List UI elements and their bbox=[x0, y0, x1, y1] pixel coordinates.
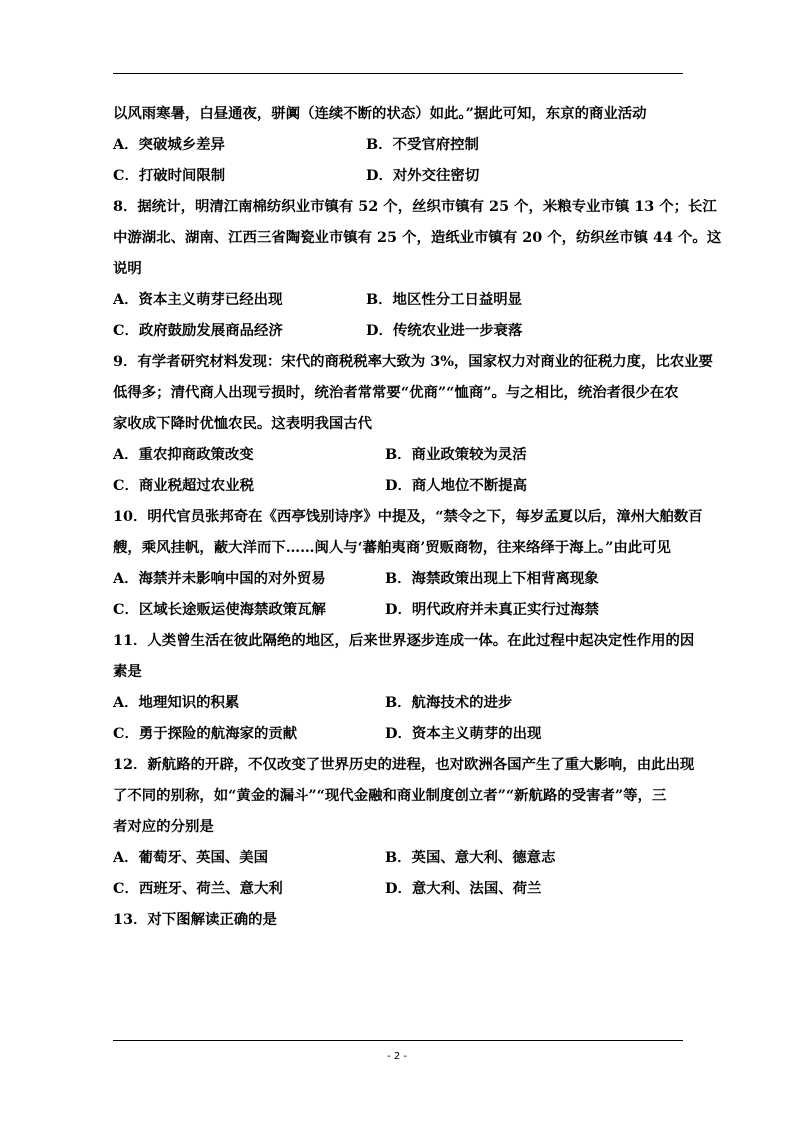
page-content bbox=[113, 98, 722, 935]
question-9-line-1: 9．有学者研究材料发现：宋代的商税税率大致为 3%，国家权力对商业的征税力度，比农业要 bbox=[113, 353, 713, 370]
question-10-option-b: B．海禁政策出现上下相背离现象 bbox=[385, 570, 599, 587]
question-9-options-row-2 bbox=[113, 470, 685, 501]
question-8-option-d: D．传统农业进一步衰落 bbox=[366, 322, 523, 339]
question-11-option-d: D．资本主义萌芽的出现 bbox=[385, 725, 542, 742]
question-8-option-b: B．地区性分工日益明显 bbox=[366, 291, 523, 308]
question-11-option-c: C．勇于探险的航海家的贡献 bbox=[113, 725, 298, 742]
footer-rule bbox=[113, 1040, 683, 1041]
question-12-options-row-2 bbox=[113, 873, 685, 904]
question-12-option-d: D．意大利、法国、荷兰 bbox=[385, 880, 542, 897]
question-7-options-row-2 bbox=[113, 160, 685, 191]
question-10-options-row-1 bbox=[113, 563, 685, 594]
question-9-line-2: 低得多；清代商人出现亏损时，统治者常常要“优商”“恤商”。与之相比，统治者很少在农 bbox=[113, 384, 679, 401]
question-11-line-2: 素是 bbox=[113, 663, 142, 680]
question-11-option-a: A．地理知识的积累 bbox=[113, 694, 240, 711]
question-8-options-row-2 bbox=[113, 315, 685, 346]
question-11-options-row-2 bbox=[113, 718, 685, 749]
question-9-option-c: C．商业税超过农业税 bbox=[113, 477, 254, 494]
question-7-stem-tail: 以风雨寒暑，白昼通夜，骈阗（连续不断的状态）如此。”据此可知，东京的商业活动 bbox=[113, 105, 647, 122]
question-12-line-2: 了不同的别称，如“黄金的漏斗”“现代金融和商业制度创立者”“新航路的受害者”等，三 bbox=[113, 787, 667, 804]
question-9-option-b: B．商业政策较为灵活 bbox=[385, 446, 527, 463]
question-7-option-c: C．打破时间限制 bbox=[113, 167, 226, 184]
question-9-options-row-1 bbox=[113, 439, 685, 470]
question-10-line-1: 10．明代官员张邦奇在《西亭饯别诗序》中提及，“禁令之下，每岁孟夏以后，漳州大舶数百 bbox=[113, 508, 703, 525]
question-12-option-a: A．葡萄牙、英国、美国 bbox=[113, 849, 269, 866]
question-11-line-1: 11．人类曾生活在彼此隔绝的地区，后来世界逐步连成一体。在此过程中起决定性作用的因 bbox=[113, 632, 695, 649]
question-8-line-1: 8．据统计，明清江南棉纺织业市镇有 52 个，丝织市镇有 25 个，米粮专业市镇 13 个；长江 bbox=[113, 198, 717, 215]
question-12-line-1: 12．新航路的开辟，不仅改变了世界历史的进程，也对欧洲各国产生了重大影响，由此出现 bbox=[113, 756, 695, 773]
question-11-options-row-1 bbox=[113, 687, 685, 718]
question-7-option-a: A．突破城乡差异 bbox=[113, 136, 225, 153]
header-rule bbox=[113, 73, 683, 74]
question-8-option-c: C．政府鼓励发展商品经济 bbox=[113, 322, 283, 339]
question-10-option-a: A．海禁并未影响中国的对外贸易 bbox=[113, 570, 326, 587]
question-8-option-a: A．资本主义萌芽已经出现 bbox=[113, 291, 283, 308]
question-10-option-d: D．明代政府并未真正实行过海禁 bbox=[385, 601, 599, 618]
question-10-options-row-2 bbox=[113, 594, 685, 625]
question-12-option-c: C．西班牙、荷兰、意大利 bbox=[113, 880, 283, 897]
question-12-options-row-1 bbox=[113, 842, 685, 873]
question-9-line-3: 家收成下降时优恤农民。这表明我国古代 bbox=[113, 415, 373, 432]
question-10-line-2: 艘，乘风挂帆，蔽大洋而下……闽人与‘蕃舶夷商’贸贩商物，往来络绎于海上。”由此可见 bbox=[113, 539, 671, 556]
question-11-option-b: B．航海技术的进步 bbox=[385, 694, 513, 711]
question-7-options-row-1 bbox=[113, 129, 685, 160]
question-9-option-d: D．商人地位不断提高 bbox=[385, 477, 527, 494]
question-10-option-c: C．区域长途贩运使海禁政策瓦解 bbox=[113, 601, 326, 618]
question-8-line-3: 说明 bbox=[113, 260, 142, 277]
question-12-option-b: B．英国、意大利、德意志 bbox=[385, 849, 556, 866]
question-13-line-1: 13．对下图解读正确的是 bbox=[113, 911, 277, 928]
question-8-line-2: 中游湖北、湖南、江西三省陶瓷业市镇有 25 个，造纸业市镇有 20 个，纺织丝市镇 44 个。这 bbox=[113, 229, 722, 246]
page-number: - 2 - bbox=[387, 1051, 407, 1062]
question-9-option-a: A．重农抑商政策改变 bbox=[113, 446, 254, 463]
question-7-option-b: B．不受官府控制 bbox=[366, 136, 479, 153]
question-7-option-d: D．对外交往密切 bbox=[366, 167, 480, 184]
question-12-line-3: 者对应的分别是 bbox=[113, 818, 214, 835]
question-8-options-row-1 bbox=[113, 284, 685, 315]
